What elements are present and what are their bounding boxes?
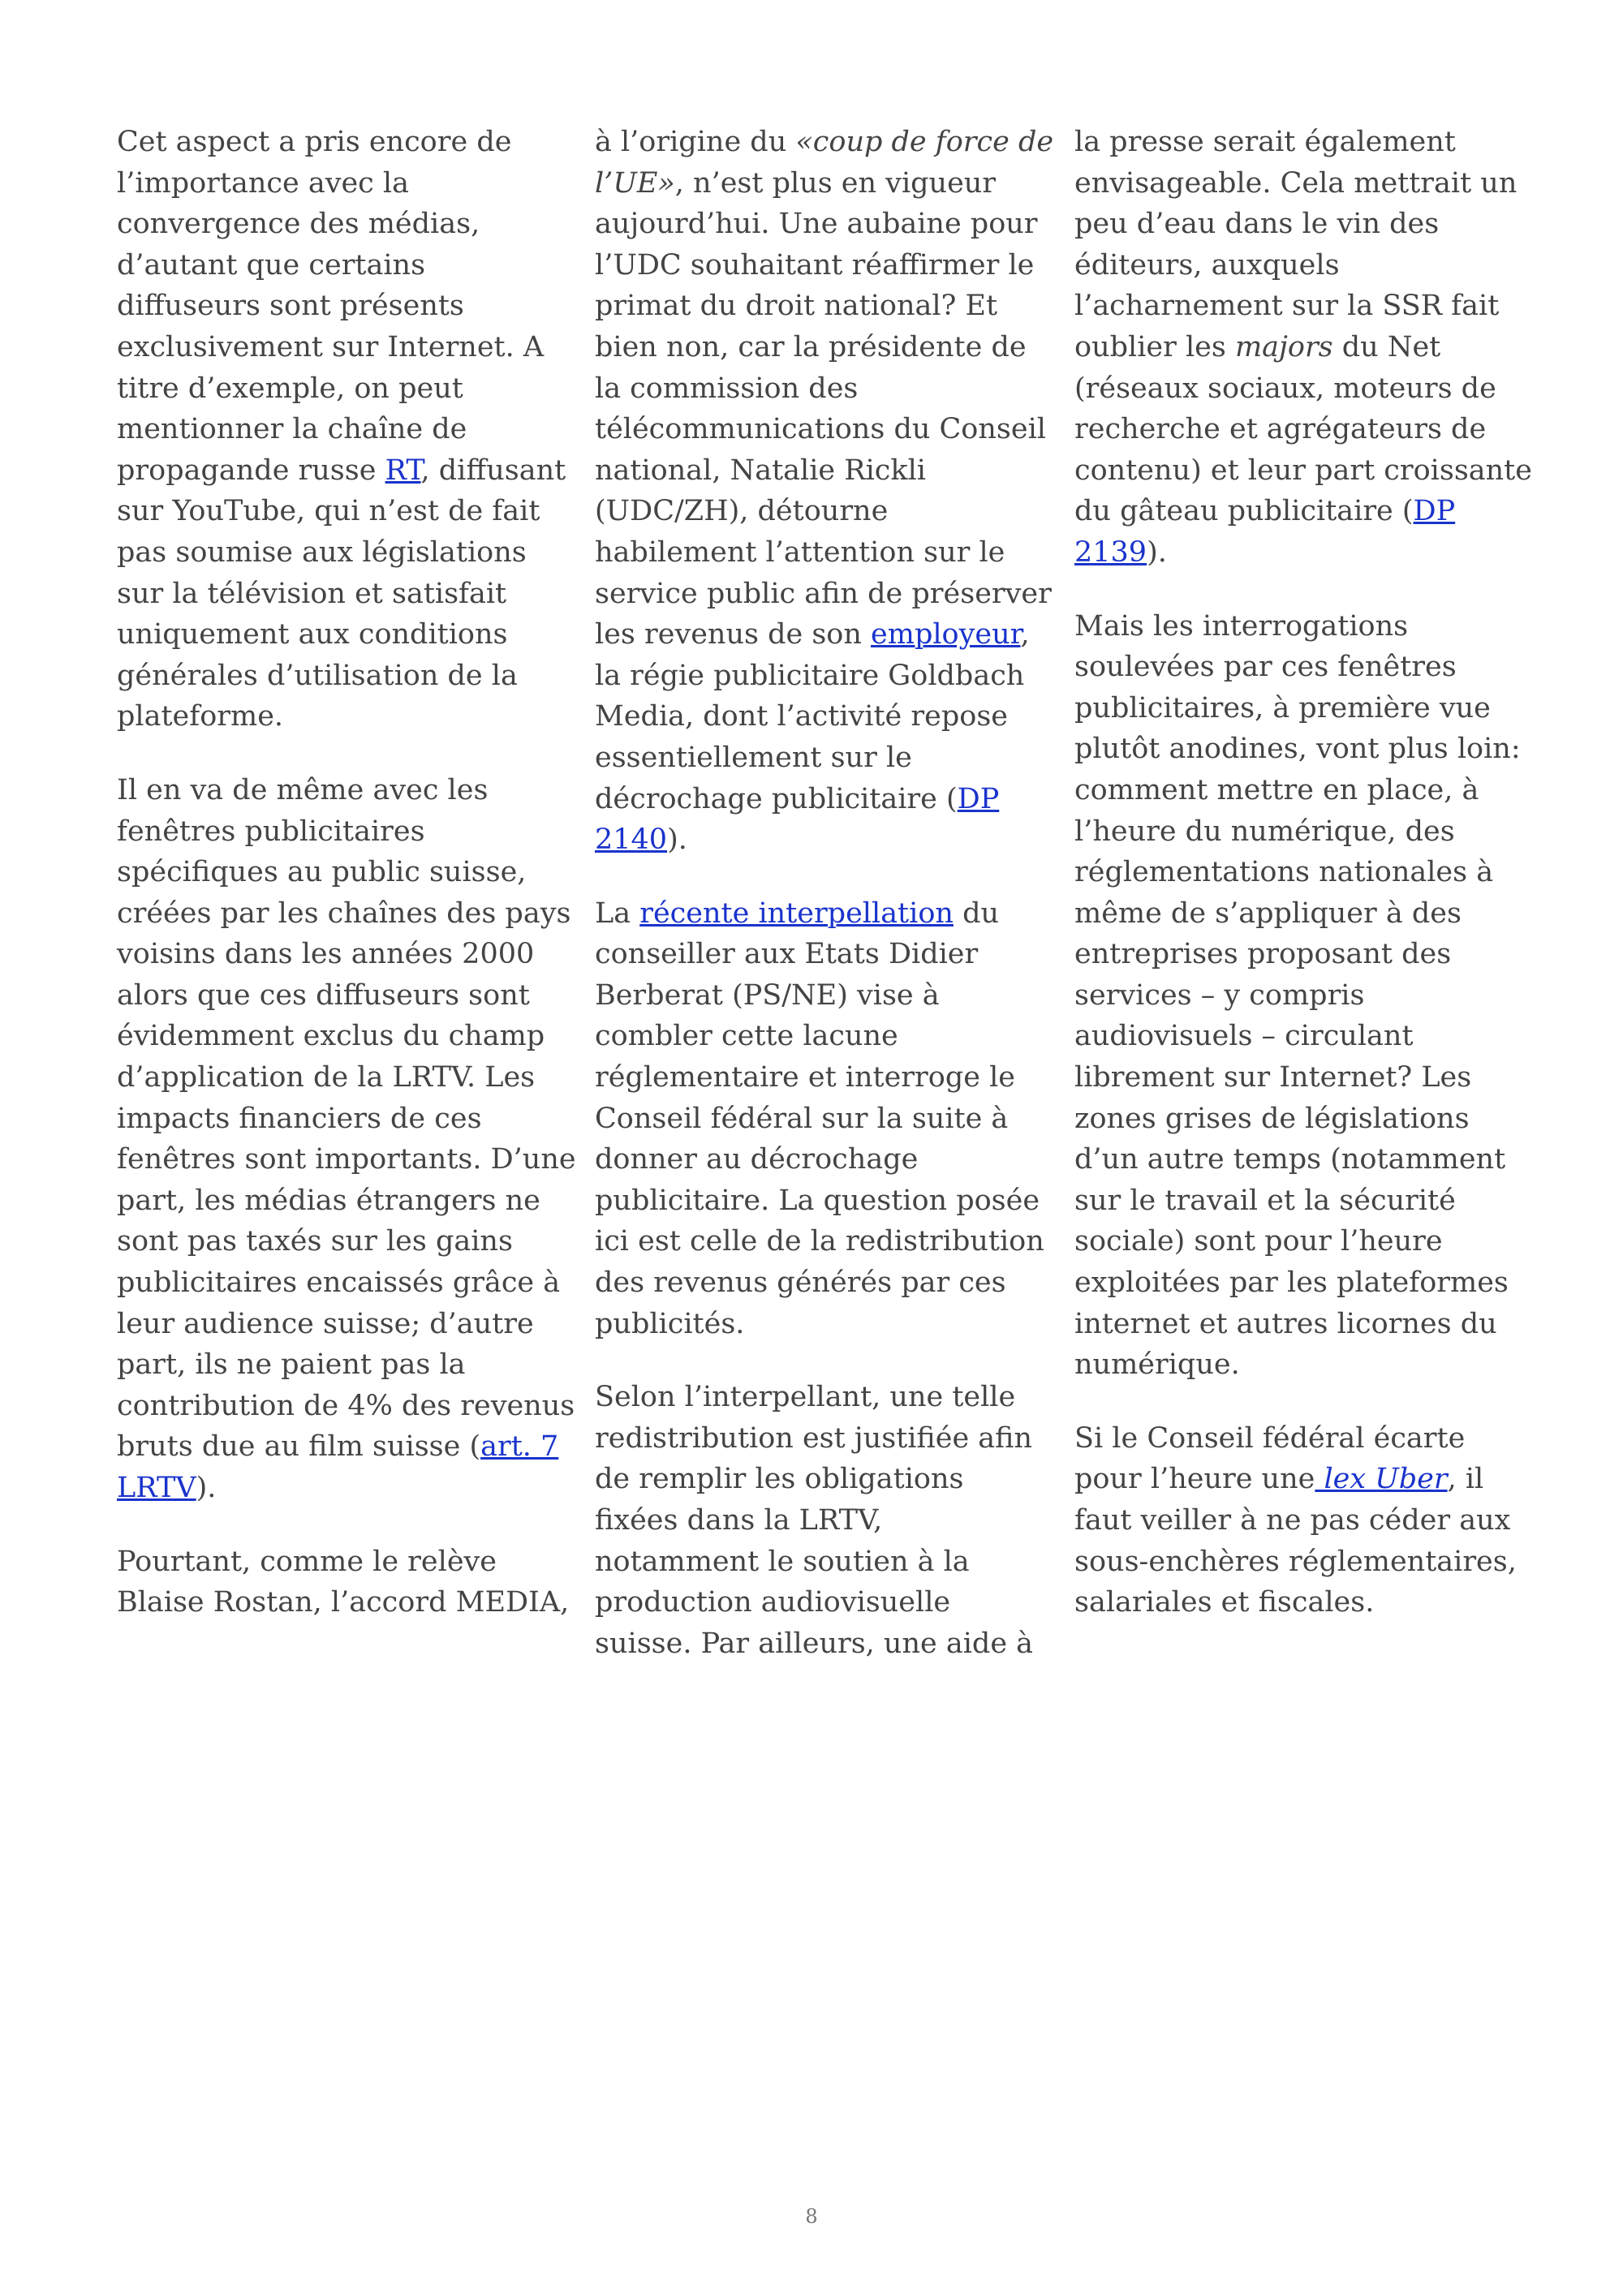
text-line	[595, 122, 1054, 163]
text-line: zones grises de législations	[1074, 1102, 1470, 1135]
text-line	[1074, 491, 1545, 532]
art7-lrtv-link[interactable]: art. 7	[480, 1430, 559, 1464]
text-line: de remplir les obligations	[595, 1463, 964, 1496]
paragraph	[1074, 606, 1545, 1386]
employeur-link[interactable]: employeur	[871, 618, 1021, 651]
text-line	[595, 614, 1049, 656]
text-line	[595, 893, 1049, 935]
text-line: Mais les interrogations	[1074, 609, 1409, 643]
text-line: audiovisuels – circulant	[1074, 1020, 1414, 1053]
text-line: Si le Conseil fédéral écarte	[1074, 1421, 1466, 1455]
text-line	[1074, 327, 1545, 368]
text-line: service public afin de préserver	[595, 577, 1052, 610]
text-line	[1074, 1459, 1545, 1500]
dp-2139-link[interactable]: DP	[1413, 495, 1456, 528]
text-line: Cet aspect a pris encore de	[117, 126, 512, 158]
paragraph	[595, 893, 1049, 1345]
text-line: mentionner la chaîne de	[117, 413, 467, 446]
text-line: Il en va de même avec les	[117, 773, 489, 806]
text-line: créées par les chaînes des pays	[117, 896, 571, 930]
art7-lrtv-link[interactable]: LRTV	[117, 1472, 196, 1504]
text-line: Berberat (PS/NE) vise à	[595, 978, 940, 1012]
text-line: des revenus générés par ces	[595, 1266, 1006, 1300]
text-line: titre d’exemple, on peut	[117, 372, 463, 405]
text-fragment: décrochage publicitaire (	[595, 782, 958, 815]
column-3	[1074, 122, 1545, 1623]
text-line: éditeurs, auxquels	[1074, 248, 1340, 282]
text-line: sont pas taxés sur les gains	[117, 1225, 513, 1258]
text-line: Conseil fédéral sur la suite à	[595, 1102, 1009, 1135]
paragraph	[595, 1377, 1049, 1664]
text-line: publicitaires, à première vue	[1074, 691, 1491, 724]
text-line: publicités.	[595, 1307, 745, 1340]
text-line: salariales et fiscales.	[1074, 1586, 1375, 1619]
text-line: publicitaires encaissés grâce à	[117, 1266, 561, 1300]
paragraph	[595, 122, 1054, 861]
text-line: fixées dans la LRTV,	[595, 1504, 883, 1537]
text-line	[595, 779, 1049, 820]
text-fragment: pour l’heure une	[1074, 1463, 1315, 1496]
text-fragment: ).	[667, 823, 687, 857]
dp-2139-link[interactable]: 2139	[1074, 535, 1147, 569]
text-line: impacts financiers de ces	[117, 1102, 482, 1135]
paragraph	[1074, 1418, 1545, 1623]
paragraph	[1074, 122, 1545, 574]
text-line: recherche et agrégateurs de	[1074, 413, 1487, 446]
text-line: habilement l’attention sur le	[595, 535, 1005, 569]
text-fragment: du Net	[1332, 330, 1441, 363]
rt-link[interactable]: RT	[385, 454, 421, 487]
lex-uber-emphasis: lex Uber	[1315, 1463, 1448, 1496]
paragraph	[117, 122, 571, 737]
quote-emphasis: «coup de force de	[795, 126, 1054, 158]
text-line	[117, 450, 571, 492]
text-line: ici est celle de la redistribution	[595, 1225, 1044, 1258]
page-number: 8	[805, 2205, 818, 2228]
text-line: publicitaire. La question posée	[595, 1184, 1040, 1217]
text-line: librement sur Internet? Les	[1074, 1061, 1472, 1094]
text-fragment: à l’origine du	[595, 126, 796, 158]
dp-2140-link[interactable]: 2140	[595, 823, 668, 857]
text-line	[117, 1426, 571, 1468]
text-fragment: du	[953, 896, 1000, 930]
text-line: l’importance avec la	[117, 166, 409, 200]
text-line: d’un autre temps (notamment	[1074, 1143, 1506, 1176]
text-line: (réseaux sociaux, moteurs de	[1074, 372, 1496, 405]
text-line: même de s’appliquer à des	[1074, 896, 1462, 930]
text-line: contribution de 4% des revenus	[117, 1389, 575, 1422]
text-line: faut veiller à ne pas céder aux	[1074, 1504, 1511, 1537]
text-line: l’heure du numérique, des	[1074, 815, 1455, 848]
text-line: comment mettre en place, à	[1074, 773, 1479, 806]
text-line: Selon l’interpellant, une telle	[595, 1381, 1016, 1414]
text-line: la presse serait également	[1074, 126, 1456, 158]
majors-emphasis: majors	[1234, 330, 1333, 363]
text-line: Media, dont l’activité repose	[595, 700, 1008, 733]
text-line: uniquement aux conditions	[117, 618, 508, 651]
text-line: contenu) et leur part croissante	[1074, 454, 1532, 487]
text-line: sur la télévision et satisfait	[117, 577, 507, 610]
text-fragment: les revenus de son	[595, 618, 872, 651]
paragraph	[117, 770, 576, 1509]
text-line: primat du droit national? Et	[595, 290, 998, 323]
text-line: sur le travail et la sécurité	[1074, 1184, 1456, 1217]
text-line: d’application de la LRTV. Les	[117, 1061, 536, 1094]
text-line: la commission des	[595, 372, 859, 405]
text-fragment: , il	[1447, 1463, 1484, 1496]
text-fragment: propagande russe	[117, 454, 385, 487]
text-line: internet et autres licornes du	[1074, 1307, 1497, 1340]
text-line: télécommunications du Conseil	[595, 413, 1046, 446]
text-line	[1074, 532, 1545, 574]
text-line	[595, 819, 1049, 861]
text-line: sur YouTube, qui n’est de fait	[117, 495, 540, 528]
text-line: voisins dans les années 2000	[117, 938, 535, 971]
text-line: réglementaire et interroge le	[595, 1061, 1015, 1094]
text-line: la régie publicitaire Goldbach	[595, 659, 1025, 692]
text-line: Blaise Rostan, l’accord MEDIA,	[117, 1586, 570, 1619]
text-line: convergence des médias,	[117, 208, 480, 241]
text-line: part, les médias étrangers ne	[117, 1184, 540, 1217]
text-line: peu d’eau dans le vin des	[1074, 208, 1440, 241]
text-line: donner au décrochage	[595, 1143, 919, 1176]
text-line: suisse. Par ailleurs, une aide à	[595, 1627, 1034, 1660]
text-line: combler cette lacune	[595, 1020, 898, 1053]
text-line: bien non, car la présidente de	[595, 330, 1027, 363]
text-line: spécifiques au public suisse,	[117, 856, 527, 889]
text-line: exclusivement sur Internet. A	[117, 330, 545, 363]
text-line: essentiellement sur le	[595, 741, 912, 774]
text-line: plateforme.	[117, 700, 284, 733]
text-line	[117, 1468, 571, 1509]
text-line: Pourtant, comme le relève	[117, 1545, 497, 1578]
quote-emphasis: l’UE»	[595, 166, 675, 200]
recente-interpellation-link[interactable]: récente interpellation	[639, 896, 954, 930]
text-line: pas soumise aux législations	[117, 535, 527, 569]
lex-uber-link[interactable]	[1315, 1463, 1447, 1495]
text-line: production audiovisuelle	[595, 1586, 951, 1619]
text-line: fenêtres publicitaires	[117, 815, 425, 848]
text-line	[595, 163, 1049, 204]
text-fragment: du gâteau publicitaire (	[1074, 495, 1414, 528]
text-line: services – y compris	[1074, 978, 1365, 1012]
text-line: exploitées par les plateformes	[1074, 1266, 1509, 1300]
text-line: générales d’utilisation de la	[117, 659, 518, 692]
text-line: sous-enchères réglementaires,	[1074, 1545, 1517, 1578]
text-line: alors que ces diffuseurs sont	[117, 978, 530, 1012]
paragraph	[117, 1541, 571, 1623]
text-line: d’autant que certains	[117, 248, 426, 282]
text-line: entreprises proposant des	[1074, 938, 1452, 971]
text-line: l’acharnement sur la SSR fait	[1074, 290, 1500, 323]
text-line: numérique.	[1074, 1348, 1240, 1382]
text-fragment: La	[595, 896, 640, 930]
text-line: sociale) sont pour l’heure	[1074, 1225, 1443, 1258]
text-line: diffuseurs sont présents	[117, 290, 464, 323]
text-fragment: bruts due au film suisse (	[117, 1430, 481, 1464]
text-fragment: , n’est plus en vigueur	[674, 166, 997, 200]
column-2	[595, 122, 1054, 1664]
text-line: (UDC/ZH), détourne	[595, 495, 889, 528]
text-line: leur audience suisse; d’autre	[117, 1307, 534, 1340]
text-fragment: oublier les	[1074, 330, 1235, 363]
text-line: fenêtres sont importants. D’une	[117, 1143, 576, 1176]
text-fragment: , diffusant	[420, 454, 566, 487]
text-fragment: ).	[1147, 535, 1167, 569]
text-line: conseiller aux Etats Didier	[595, 938, 979, 971]
text-line: l’UDC souhaitant réaffirmer le	[595, 248, 1035, 282]
text-line: part, ils ne paient pas la	[117, 1348, 466, 1382]
dp-2140-link[interactable]: DP	[957, 782, 1000, 815]
text-line: redistribution est justifiée afin	[595, 1421, 1033, 1455]
text-line: aujourd’hui. Une aubaine pour	[595, 208, 1038, 241]
text-line: plutôt anodines, vont plus loin:	[1074, 733, 1521, 766]
text-line: notamment le soutien à la	[595, 1545, 970, 1578]
text-line: évidemment exclus du champ	[117, 1020, 545, 1053]
text-line: envisageable. Cela mettrait un	[1074, 166, 1518, 200]
text-line: réglementations nationales à	[1074, 856, 1494, 889]
text-line: national, Natalie Rickli	[595, 454, 926, 487]
text-line: soulevées par ces fenêtres	[1074, 651, 1457, 684]
text-fragment: ,	[1020, 618, 1030, 651]
text-fragment: ).	[196, 1472, 217, 1504]
column-1	[117, 122, 576, 1623]
